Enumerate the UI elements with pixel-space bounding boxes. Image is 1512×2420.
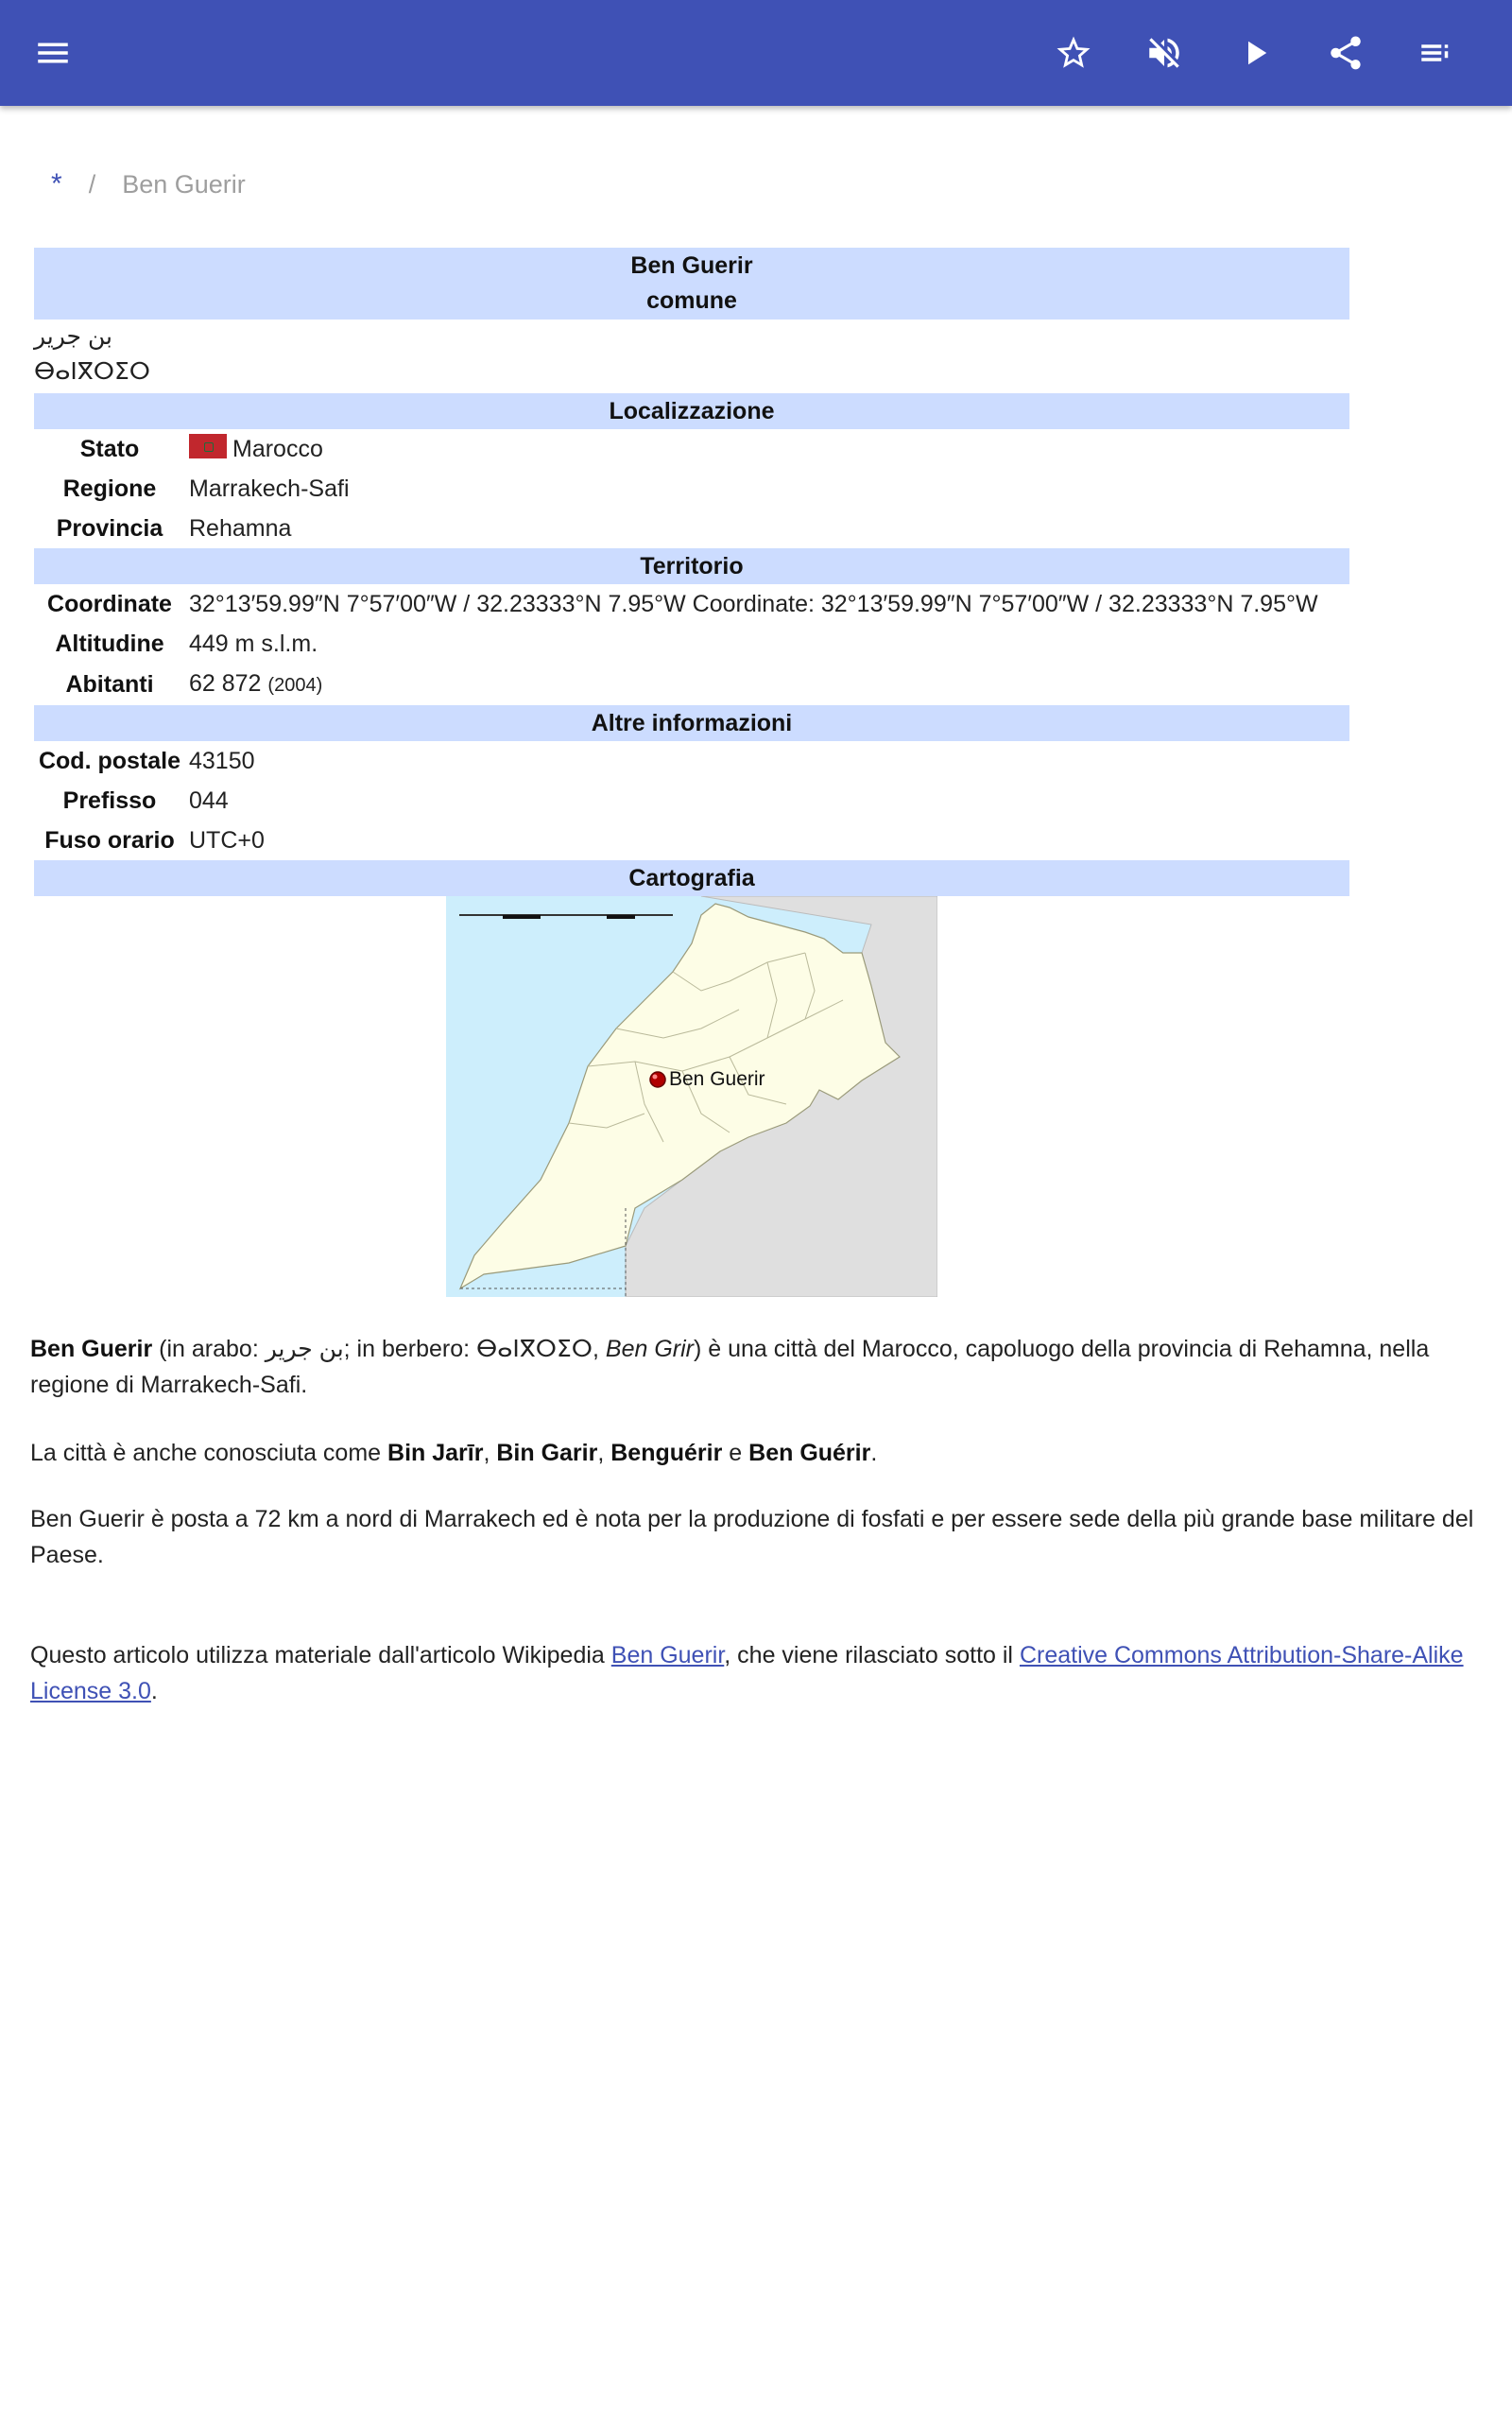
wikipedia-article-link[interactable]: Ben Guerir xyxy=(610,1642,725,1668)
provincia-label: Provincia xyxy=(56,515,163,542)
alt-name: Ben Grir xyxy=(605,1336,694,1362)
fuso-label: Fuso orario xyxy=(44,827,175,854)
breadcrumb-current: Ben Guerir xyxy=(122,169,246,199)
section-territory: Territorio xyxy=(34,548,1349,584)
text-span: , xyxy=(597,1440,611,1466)
regione-value: Marrakech-Safi xyxy=(189,475,350,502)
text-span: Questo articolo utilizza materiale dall'articolo Wikipedia xyxy=(30,1642,611,1668)
text-span: . xyxy=(870,1440,878,1466)
cap-value: 43150 xyxy=(189,748,255,774)
text-span: (in arabo: xyxy=(152,1336,266,1362)
article-attribution xyxy=(30,1637,1486,1709)
text-span: e xyxy=(722,1440,749,1466)
coordinate-value: 32°13′59.99″N 7°57′00″W / 32.23333°N 7.95°W Coordinate: 32°13′59.99″N 7°57′00″W / 32.23333°N 7.95°W xyxy=(189,591,1318,617)
volume-off-icon[interactable] xyxy=(1138,26,1191,79)
altitudine-label: Altitudine xyxy=(55,631,164,657)
altitudine-value: 449 m s.l.m. xyxy=(189,631,318,657)
cap-label: Cod. postale xyxy=(38,748,180,774)
location-map[interactable] xyxy=(446,896,937,1297)
arabic-name: بن جرير xyxy=(265,1336,344,1362)
play-icon[interactable] xyxy=(1228,26,1281,79)
article-paragraph-1 xyxy=(30,1331,1486,1403)
text-span: ) è una città del Marocco, capoluogo della provincia di Rehamna, nella regione di Marrakech-Safi. xyxy=(30,1336,1430,1398)
regione-label: Regione xyxy=(62,475,157,502)
stato-label: Stato xyxy=(79,436,140,462)
text-span: La città è anche conosciuta come xyxy=(30,1440,388,1466)
alt-name-4: Ben Guérir xyxy=(748,1440,871,1466)
infobox-subtitle: comune xyxy=(646,287,737,314)
article-paragraph-3: Ben Guerir è posta a 72 km a nord di Marrakech ed è nota per la produzione di fosfati e per essere sede della più grande base militare del Paese. xyxy=(30,1506,1474,1568)
stato-value: Marocco xyxy=(232,436,323,462)
license-link[interactable]: Creative Commons Attribution-Share-Alike License 3.0 xyxy=(30,1642,1464,1704)
infobox xyxy=(34,248,1349,1304)
breadcrumb xyxy=(51,168,246,200)
menu-icon[interactable] xyxy=(26,26,79,79)
alt-name-berber: ⴱⴰⵏⴳⵔⵉⵔ xyxy=(34,358,150,385)
berber-name: ⴱⴰⵏⴳⵔⵉⵔ xyxy=(476,1336,593,1362)
article-subject: Ben Guerir xyxy=(30,1336,153,1362)
text-span: , che viene rilasciato sotto il xyxy=(724,1642,1020,1668)
provincia-value: Rehamna xyxy=(189,515,292,542)
abitanti-value: 62 872 xyxy=(189,670,262,697)
text-span: , xyxy=(592,1336,606,1362)
article-paragraph-2 xyxy=(30,1435,1486,1471)
share-icon[interactable] xyxy=(1319,26,1372,79)
morocco-flag-icon xyxy=(189,434,227,458)
infobox-title: Ben Guerir xyxy=(630,252,753,279)
coordinate-label: Coordinate xyxy=(47,591,172,617)
alt-name-2: Bin Garir xyxy=(496,1440,598,1466)
breadcrumb-separator: / xyxy=(88,169,96,199)
prefisso-label: Prefisso xyxy=(62,787,157,814)
alt-name-arabic: بن جرير xyxy=(34,323,112,350)
prefisso-value: 044 xyxy=(189,787,229,814)
morocco-map xyxy=(446,896,937,1297)
abitanti-year: (2004) xyxy=(267,675,323,696)
fuso-value: UTC+0 xyxy=(189,827,265,854)
alt-name-1: Bin Jarīr xyxy=(387,1440,484,1466)
section-other: Altre informazioni xyxy=(34,705,1349,741)
map-marker-label: Ben Guerir xyxy=(669,1068,765,1090)
playlist-icon[interactable] xyxy=(1410,26,1463,79)
star-outline-icon[interactable] xyxy=(1047,26,1100,79)
app-bar xyxy=(0,0,1512,106)
infobox-alt-names xyxy=(34,320,1349,393)
alt-name-3: Benguérir xyxy=(610,1440,723,1466)
abitanti-label: Abitanti xyxy=(65,671,154,698)
section-location: Localizzazione xyxy=(34,393,1349,429)
breadcrumb-home[interactable]: * xyxy=(51,168,62,199)
section-maps: Cartografia xyxy=(34,860,1349,896)
text-span: ; in berbero: xyxy=(343,1336,477,1362)
infobox-title-row xyxy=(34,248,1349,320)
text-span: , xyxy=(483,1440,497,1466)
text-span: . xyxy=(150,1678,158,1704)
